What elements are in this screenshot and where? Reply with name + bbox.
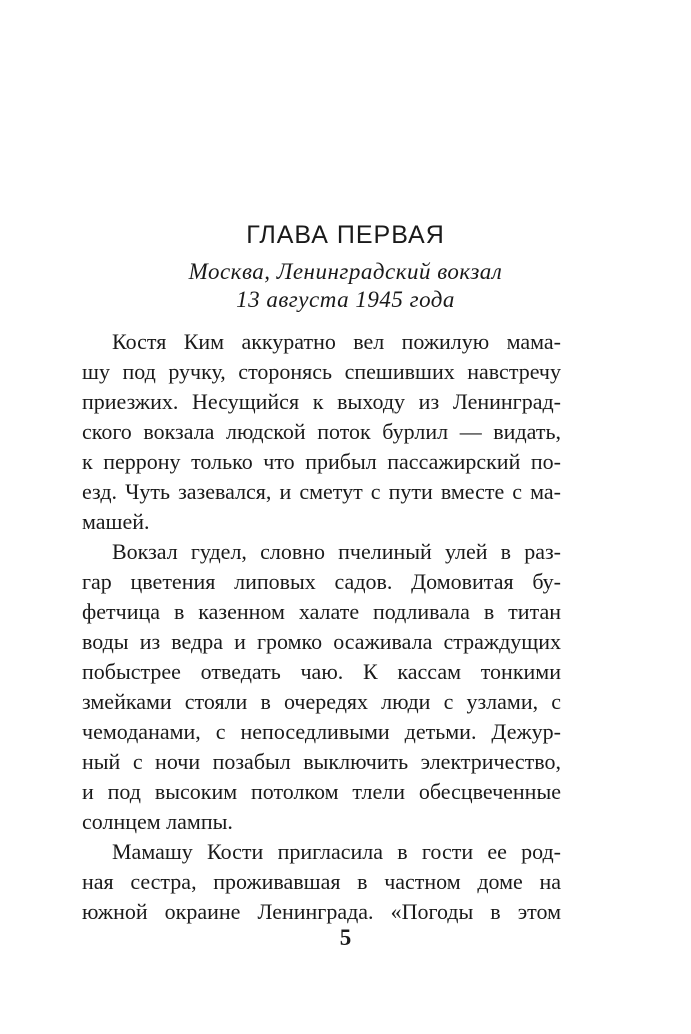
paragraph-1: [82, 327, 561, 537]
chapter-title: ГЛАВА ПЕРВАЯ: [246, 221, 445, 249]
page-number: 5: [339, 925, 352, 950]
text-line: шу под ручку, сторонясь спешивших навстречу: [82, 359, 561, 384]
text-line: чемоданами, с непоседливыми детьми. Дежур-: [82, 719, 561, 744]
text-line: и под высоким потолком тлели обесцвеченные: [82, 779, 561, 804]
text-line: побыстрее отведать чаю. К кассам тонкими: [82, 659, 561, 684]
text-line: Мамашу Кости пригласила в гости ее род-: [112, 839, 561, 864]
text-line: солнцем лампы.: [82, 809, 233, 834]
text-line: к перрону только что прибыл пассажирский по-: [82, 449, 561, 474]
body-text: [82, 327, 561, 927]
text-line: ского вокзала людской поток бурлил — видать,: [82, 419, 561, 444]
text-line: воды из ведра и громко осаживала страждущих: [82, 629, 561, 654]
text-line: ная сестра, проживавшая в частном доме на: [82, 869, 561, 894]
text-line: змейками стояли в очередях люди с узлами, с: [82, 689, 561, 714]
text-line: Костя Ким аккуратно вел пожилую мама-: [112, 329, 561, 354]
text-line: южной окраине Ленинграда. «Погоды в этом: [82, 899, 561, 924]
chapter-date: 13 августа 1945 года: [236, 287, 455, 312]
text-line: машей.: [82, 509, 150, 534]
chapter-location: Москва, Ленинградский вокзал: [188, 259, 503, 284]
text-line: приезжих. Несущийся к выходу из Ленинград-: [82, 389, 561, 414]
text-line: Вокзал гудел, словно пчелиный улей в раз-: [112, 539, 561, 564]
paragraph-3: [82, 837, 561, 927]
text-line: ный с ночи позабыл выключить электричество,: [82, 749, 561, 774]
text-line: фетчица в казенном халате подливала в титан: [82, 599, 561, 624]
paragraph-2: [82, 537, 561, 837]
text-line: езд. Чуть зазевался, и сметут с пути вместе с ма-: [82, 479, 561, 504]
text-line: гар цветения липовых садов. Домовитая бу-: [82, 569, 561, 594]
